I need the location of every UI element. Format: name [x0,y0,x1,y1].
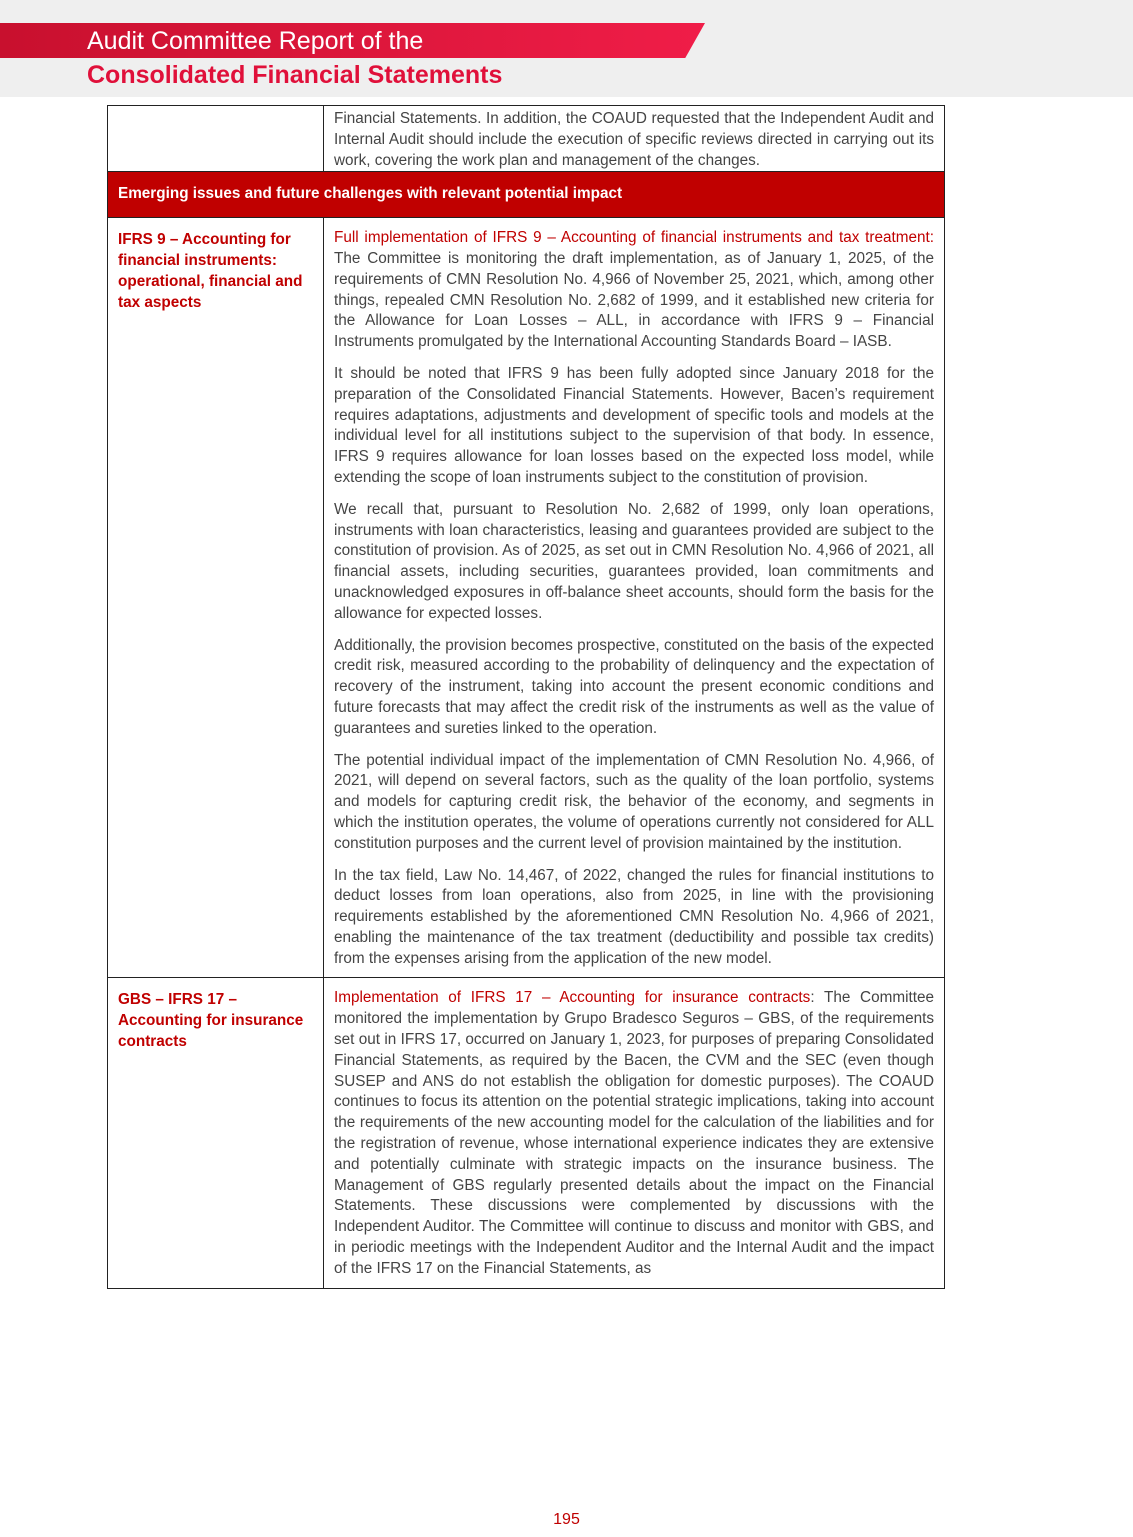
paragraph [334,988,934,1279]
page-number: 195 [553,1511,580,1528]
section-header-row [108,172,945,218]
paragraph [334,228,934,353]
paragraph: Additionally, the provision becomes prospective, constituted on the basis of the expected credit risk, measured according to the probability of delinquency and the expectation of recovery of the instrument, taking into account the present economic conditions and future forecasts that may affect the credit risk of the instruments as well as the value of guarantees and sureties linked to the operation. [334,636,934,737]
paragraph-text: : The Committee monitored the implementation by Grupo Bradesco Seguros – GBS, of the requirements set out in IFRS 17, occurred on January 1, 2023, for purposes of preparing Consolidated Financial Statements, as required by the Bacen, the CVM and the SEC (even though SUSEP and ANS do not establish the obligation for domestic purposes). The COAUD continues to focus its attention on the potential strategic implications, taking into account the requirements of the new accounting model for the calculation of the liabilities and for the registration of revenue, whose international experience indicates they are extensive and potentially culminate with strategic impacts on the insurance business. The Management of GBS regularly presented details about the impact on the Financial Statements. These discussions were complemented by discussions with the Independent Auditor. The Committee will continue to discuss and monitor with GBS, and in periodic meetings with the Independent Auditor and the Internal Audit and the impact of the IFRS 17 on the Financial Statements, as [334,989,934,1277]
header-subtitle: Consolidated Financial Statements [87,61,503,89]
row-label: GBS – IFRS 17 – Accounting for insurance contracts [108,978,324,1288]
row-content [324,978,945,1288]
paragraph: It should be noted that IFRS 9 has been fully adopted since January 2018 for the preparation of the Consolidated Financial Statements. However, Bacen’s requirement requires adaptations, adjustments and development of specific tools and models at the individual level for all institutions subject to the supervision of that body. In essence, IFRS 9 requires allowance for loan losses based on the expected loss model, while extending the scope of loan instruments subject to the constitution of provision. [334,364,934,486]
table-row [108,106,945,172]
row-label: IFRS 9 – Accounting for financial instruments: operational, financial and tax aspects [108,218,324,978]
page-header [0,0,1133,97]
table-row [108,978,945,1288]
table-row [108,218,945,978]
report-table [107,105,945,1289]
paragraph: In the tax field, Law No. 14,467, of 2022, changed the rules for financial institutions to deduct losses from loan operations, also from 2025, in line with the provisioning requirements established by the aforementioned CMN Resolution No. 4,966 of 2021, enabling the maintenance of the tax treatment (deductibility and possible tax credits) from the expenses arising from the application of the new model. [334,866,934,967]
lead-text: Full implementation of IFRS 9 – Accounting of financial instruments and tax treatment: [334,229,934,247]
empty-label-cell [108,106,324,172]
paragraph: The potential individual impact of the implementation of CMN Resolution No. 4,966, of 2021, will depend on several factors, such as the quality of the loan portfolio, systems and models for capturing credit risk, the behavior of the economy, and segments in which the institution operates, the volume of operations currently not considered for ALL constitution purposes and the current level of provision maintained by the institution. [334,751,934,852]
paragraph-text: The Committee is monitoring the draft implementation, as of January 1, 2025, of the requirements of CMN Resolution No. 4,966 of November 25, 2021, which, among other things, repealed CMN Resolution No. 2,682 of 1999, and it established new criteria for the Allowance for Loan Losses – ALL, in accordance with IFRS 9 – Financial Instruments promulgated by the International Accounting Standards Board – IASB. [334,249,934,351]
paragraph: We recall that, pursuant to Resolution No. 2,682 of 1999, only loan operations, instruments with loan characteristics, leasing and guarantees provided are subject to the constitution of provision. As of 2025, as set out in CMN Resolution No. 4,966 of 2021, all financial assets, including securities, guarantees provided, loan commitments and unacknowledged exposures in off-balance sheet accounts, should form the basis for the allowance for expected losses. [334,500,934,622]
continued-text: Financial Statements. In addition, the COAUD requested that the Independent Audit and Internal Audit should include the execution of specific reviews directed in carrying out its work, covering the work plan and management of the changes. [324,106,945,172]
header-title: Audit Committee Report of the [87,27,424,55]
row-content [324,218,945,978]
lead-text: Implementation of IFRS 17 – Accounting for insurance contracts [334,989,811,1007]
section-title: Emerging issues and future challenges with relevant potential impact [108,172,945,218]
